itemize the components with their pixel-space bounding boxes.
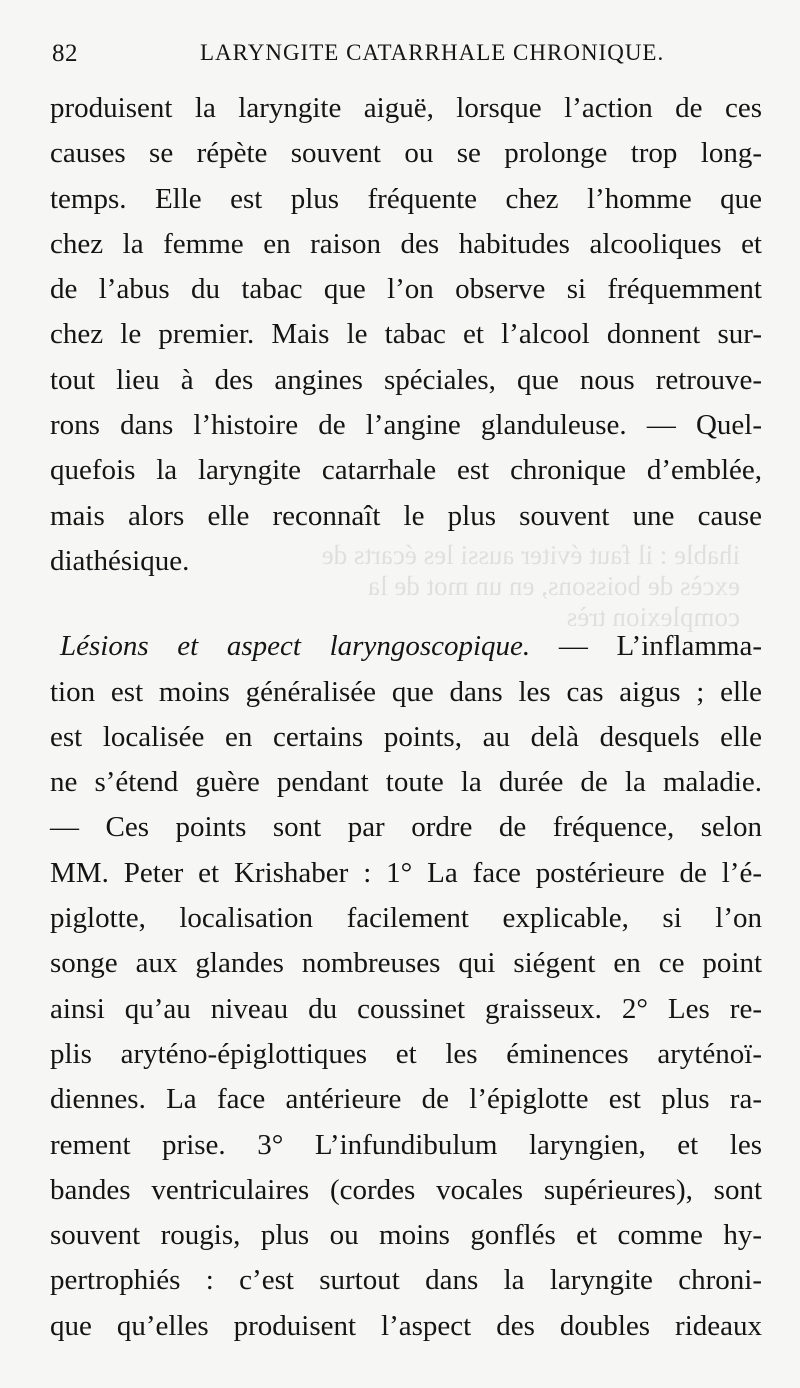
- text-line: quefois la laryngite catarrhale est chronique d’emblée,: [50, 454, 762, 487]
- section-heading-rest: — L’inflamma-: [530, 630, 762, 663]
- text-line: causes se répète souvent ou se prolonge trop long-: [50, 137, 762, 170]
- page-number: 82: [52, 40, 78, 67]
- paragraph-1: [50, 86, 762, 584]
- text-line: diennes. La face antérieure de l’épiglotte est plus ra-: [50, 1083, 762, 1116]
- text-line: bandes ventriculaires (cordes vocales supérieures), sont: [50, 1173, 762, 1206]
- body-text: [50, 86, 762, 1349]
- section-heading: Lésions et aspect laryngoscopique.: [60, 630, 531, 663]
- text-line: — Ces points sont par ordre de fréquence, selon: [50, 811, 762, 844]
- text-line: chez la femme en raison des habitudes alcooliques et: [50, 227, 762, 260]
- text-line: ne s’étend guère pendant toute la durée de la maladie.: [50, 766, 762, 799]
- text-line: ainsi qu’au niveau du coussinet graisseux. 2° Les re-: [50, 992, 762, 1025]
- text-line: MM. Peter et Krishaber : 1° La face postérieure de l’é-: [50, 856, 762, 889]
- page-header: [52, 34, 752, 74]
- text-line: tout lieu à des angines spéciales, que nous retrouve-: [50, 363, 762, 396]
- text-line: diathésique.: [50, 544, 190, 577]
- section-lesions: [50, 624, 762, 1349]
- text-line: plis aryténo-épiglottiques et les éminences aryténoï-: [50, 1037, 762, 1070]
- text-line: rement prise. 3° L’infundibulum laryngien, et les: [50, 1128, 762, 1161]
- running-title: LARYNGITE CATARRHALE CHRONIQUE.: [200, 40, 665, 65]
- text-line: que qu’elles produisent l’aspect des doubles rideaux: [50, 1309, 762, 1342]
- text-line: piglotte, localisation facilement explicable, si l’on: [50, 902, 762, 935]
- text-line: rons dans l’histoire de l’angine glanduleuse. — Quel-: [50, 409, 762, 442]
- bleed-through-line: ihable : il faut éviter aussi les écarts de: [321, 540, 740, 570]
- text-line: produisent la laryngite aiguë, lorsque l’action de ces: [50, 92, 762, 124]
- text-line: souvent rougis, plus ou moins gonflés et comme hy-: [50, 1219, 762, 1252]
- paragraph-gap: [50, 584, 762, 624]
- text-line: chez le premier. Mais le tabac et l’alcool donnent sur-: [50, 318, 762, 351]
- text-line: de l’abus du tabac que l’on observe si fréquemment: [50, 273, 762, 306]
- text-line: pertrophiés : c’est surtout dans la laryngite chroni-: [50, 1264, 762, 1297]
- bleed-through-line: excès de boissons, en un mot de la complexion très: [368, 571, 740, 632]
- text-line: songe aux glandes nombreuses qui siégent en ce point: [50, 947, 762, 980]
- section-heading-line: [50, 624, 762, 669]
- text-line: est localisée en certains points, au delà desquels elle: [50, 720, 762, 753]
- text-line: temps. Elle est plus fréquente chez l’homme que: [50, 182, 762, 215]
- text-line: mais alors elle reconnaît le plus souvent une cause: [50, 499, 762, 532]
- text-line: tion est moins généralisée que dans les cas aigus ; elle: [50, 675, 762, 708]
